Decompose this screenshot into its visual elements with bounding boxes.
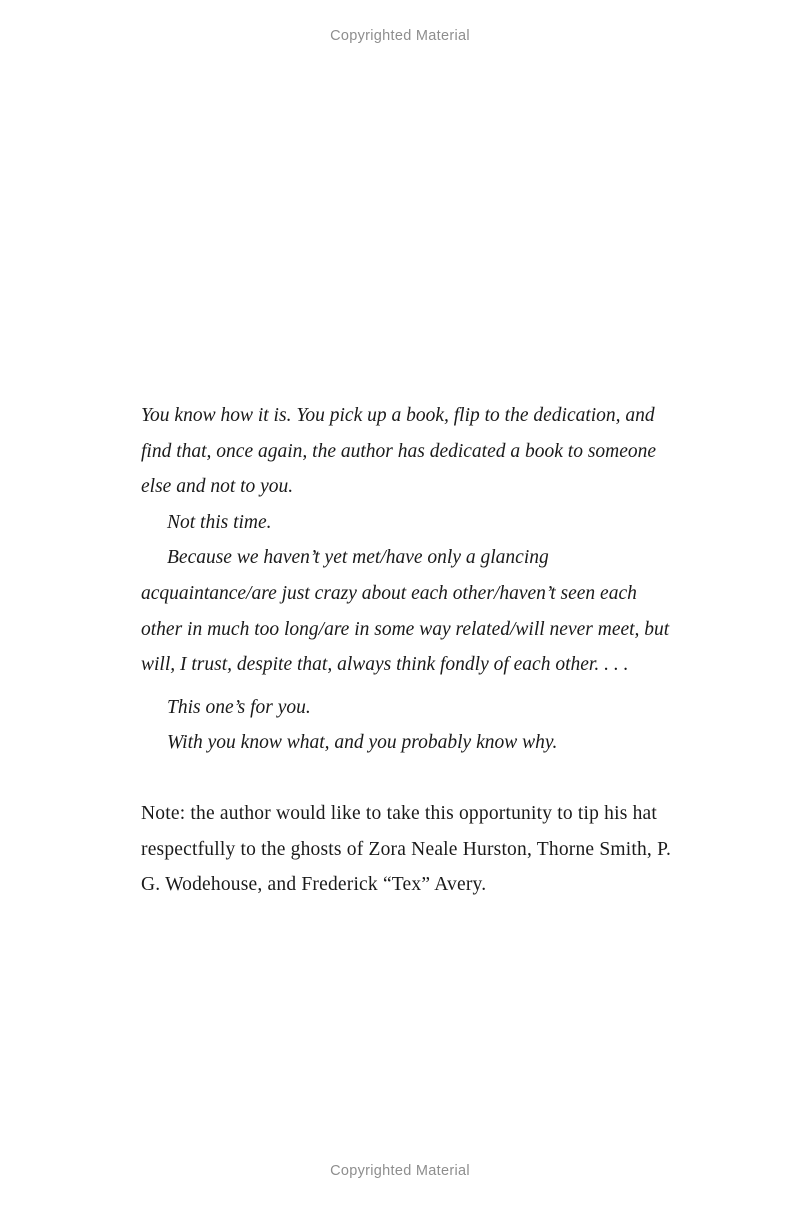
copyright-notice-top: Copyrighted Material [330,28,470,44]
dedication-paragraph-5: With you know what, and you probably know why. [167,732,558,754]
dedication-text-block [141,398,675,903]
dedication-paragraph-3: Because we haven’t yet met/have only a glancing acquaintance/are just crazy about each other/haven’t seen each other in much too long/are in some way related/will never meet, but will, I trust, despite that, always think fondly of each other. . . . [141,547,670,676]
dedication-paragraph-4: This one’s for you. [167,696,311,718]
dedication-paragraph-1: You know how it is. You pick up a book, flip to the dedication, and find that, once again, the author has dedicated a book to someone else and not to you. [141,405,657,498]
copyright-notice-bottom: Copyrighted Material [330,1163,470,1179]
dedication-paragraph-2: Not this time. [167,511,272,533]
author-note: Note: the author would like to take this opportunity to tip his hat respectfully to the ghosts of Zora Neale Hurston, Thorne Smith, P. G. Wodehouse, and Frederick “Tex” Avery. [141,802,672,896]
